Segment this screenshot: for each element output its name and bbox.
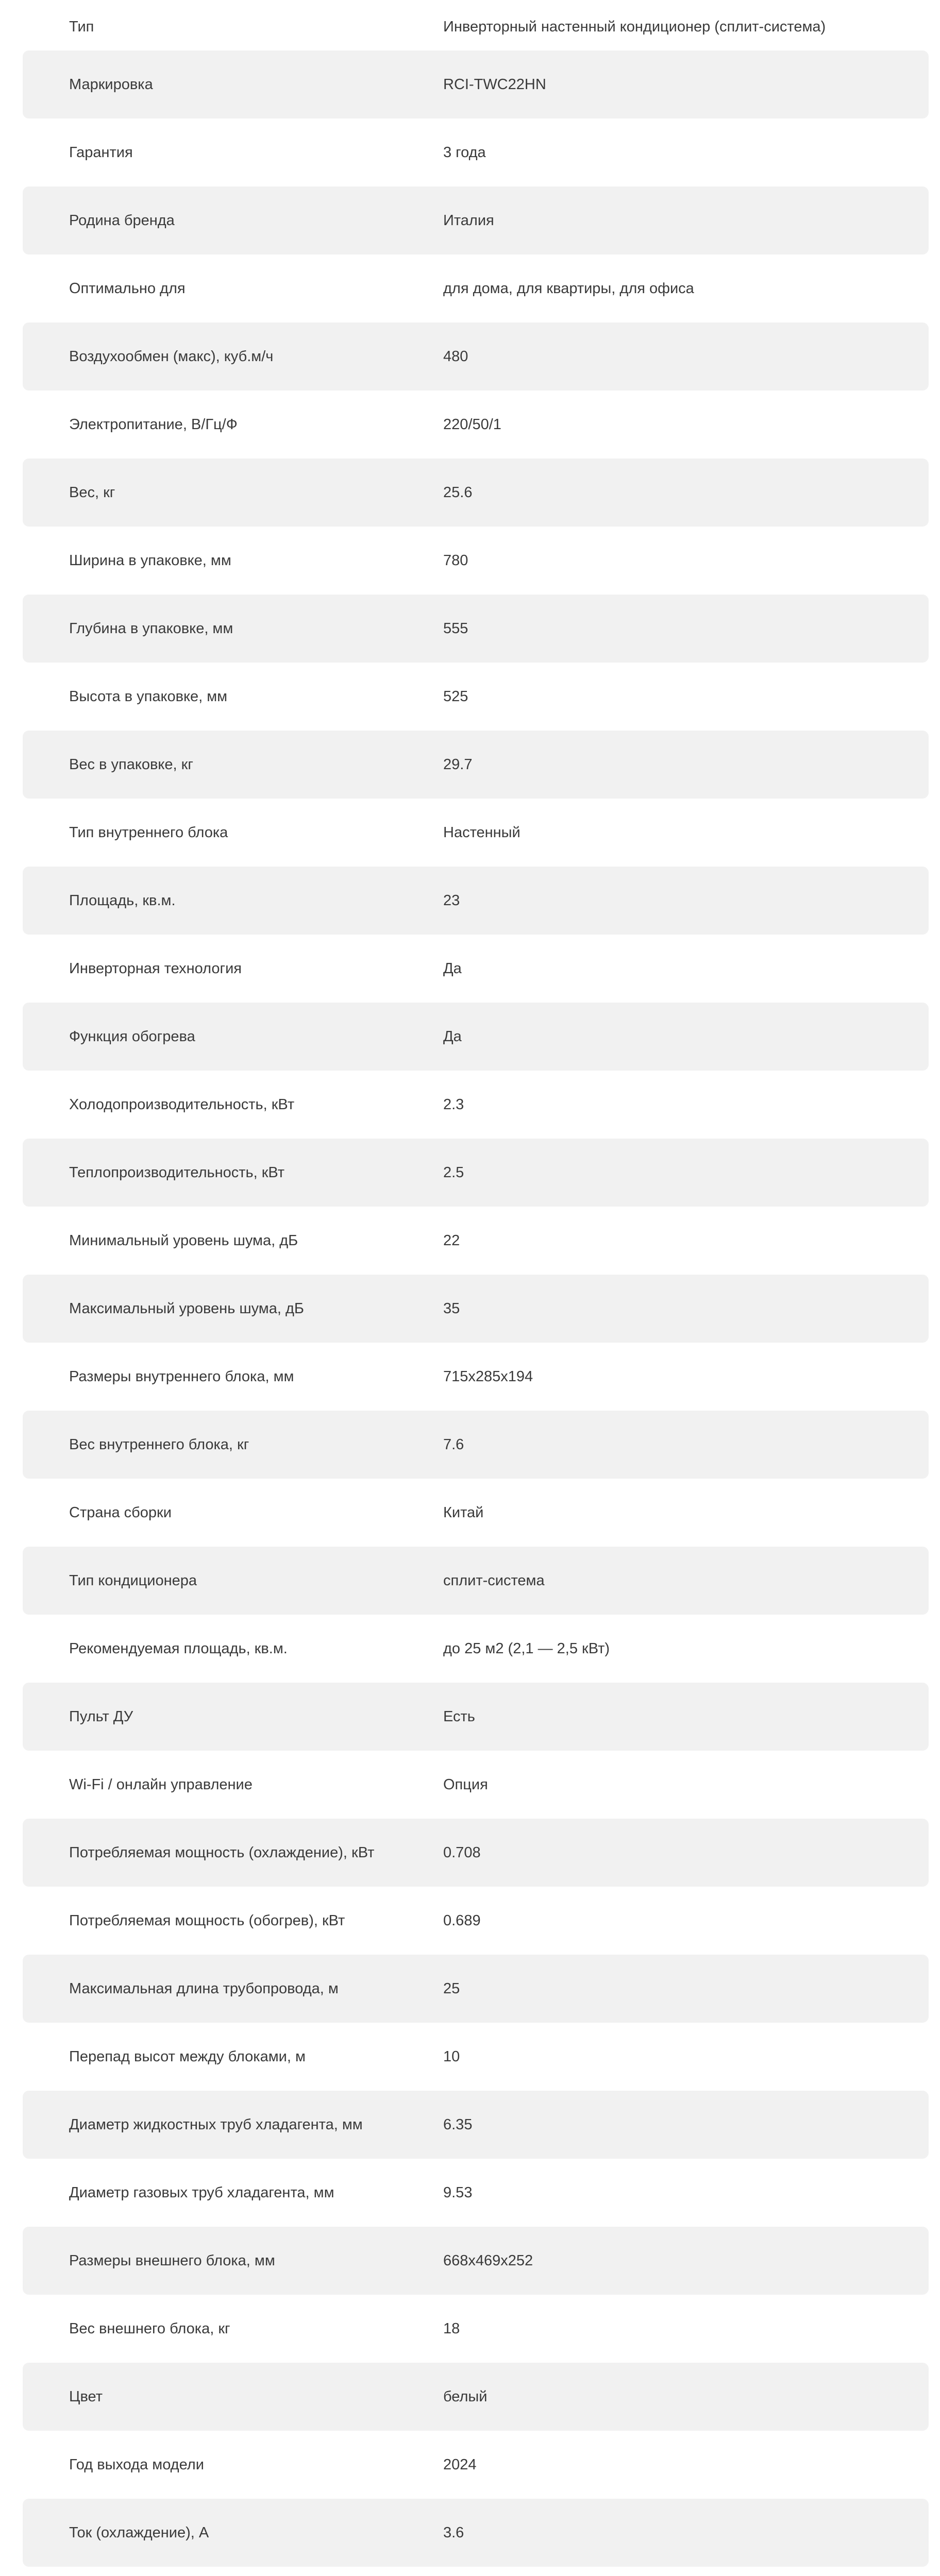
spec-value: 2.3 — [443, 1096, 464, 1113]
spec-label: Пульт ДУ — [69, 1708, 133, 1725]
spec-value: 9.53 — [443, 2184, 473, 2201]
spec-label: Вес в упаковке, кг — [69, 756, 193, 773]
spec-row — [23, 527, 929, 595]
spec-label: Гарантия — [69, 144, 133, 161]
spec-label: Вес, кг — [69, 484, 115, 501]
spec-label: Год выхода модели — [69, 2456, 204, 2473]
spec-value: 480 — [443, 348, 468, 365]
spec-label: Маркировка — [69, 76, 153, 93]
spec-row — [23, 1683, 929, 1751]
spec-row — [23, 663, 929, 731]
spec-value: 18 — [443, 2320, 460, 2337]
spec-value: 25.6 — [443, 484, 473, 501]
spec-label: Перепад высот между блоками, м — [69, 2048, 306, 2065]
spec-row — [23, 1003, 929, 1071]
spec-row — [23, 187, 929, 255]
spec-row — [23, 323, 929, 391]
spec-value: 10 — [443, 2048, 460, 2065]
spec-value: сплит-система — [443, 1572, 545, 1589]
spec-value: Опция — [443, 1776, 488, 1793]
spec-value: 2024 — [443, 2456, 477, 2473]
spec-value: 22 — [443, 1232, 460, 1249]
spec-value: 780 — [443, 552, 468, 569]
spec-value: 2.5 — [443, 1164, 464, 1181]
spec-row — [23, 255, 929, 323]
spec-value: 715x285x194 — [443, 1368, 533, 1385]
spec-row — [23, 50, 929, 118]
spec-label: Размеры внешнего блока, мм — [69, 2252, 275, 2269]
spec-row — [23, 2567, 929, 2576]
spec-row — [23, 1615, 929, 1683]
spec-label: Инверторная технология — [69, 960, 242, 977]
spec-value: 35 — [443, 1300, 460, 1317]
spec-value: 525 — [443, 688, 468, 705]
spec-row — [23, 799, 929, 867]
spec-label: Высота в упаковке, мм — [69, 688, 228, 705]
spec-value: 555 — [443, 620, 468, 637]
spec-row — [23, 595, 929, 663]
spec-row — [23, 935, 929, 1003]
spec-row — [23, 2159, 929, 2227]
spec-label: Тип кондиционера — [69, 1572, 197, 1589]
spec-label: Воздухообмен (макс), куб.м/ч — [69, 348, 274, 365]
spec-row — [23, 1207, 929, 1275]
spec-value: белый — [443, 2388, 488, 2405]
spec-label: Рекомендуемая площадь, кв.м. — [69, 1640, 288, 1657]
spec-row — [23, 391, 929, 459]
spec-value: 3 года — [443, 144, 486, 161]
spec-label: Ток (охлаждение), А — [69, 2524, 209, 2541]
spec-row — [23, 2295, 929, 2363]
spec-row — [23, 1547, 929, 1615]
spec-label: Страна сборки — [69, 1504, 172, 1521]
spec-row — [23, 2023, 929, 2091]
spec-row — [23, 2431, 929, 2499]
spec-row — [23, 1275, 929, 1343]
spec-row — [23, 2499, 929, 2567]
spec-label: Диаметр жидкостных труб хладагента, мм — [69, 2116, 363, 2133]
spec-label: Вес внутреннего блока, кг — [69, 1436, 249, 1453]
spec-value: 0.689 — [443, 1912, 481, 1929]
spec-value: для дома, для квартиры, для офиса — [443, 280, 694, 297]
spec-label: Потребляемая мощность (охлаждение), кВт — [69, 1844, 375, 1861]
spec-label: Теплопроизводительность, кВт — [69, 1164, 285, 1181]
spec-value: 23 — [443, 892, 460, 909]
spec-label: Диаметр газовых труб хладагента, мм — [69, 2184, 334, 2201]
spec-label: Ширина в упаковке, мм — [69, 552, 231, 569]
spec-value: Да — [443, 1028, 462, 1045]
spec-value: Инверторный настенный кондиционер (сплит-система) — [443, 19, 826, 35]
spec-row — [23, 1139, 929, 1207]
spec-value: Настенный — [443, 824, 521, 841]
spec-row — [23, 731, 929, 799]
spec-label: Максимальный уровень шума, дБ — [69, 1300, 304, 1317]
spec-row — [23, 1343, 929, 1411]
spec-row — [23, 1479, 929, 1547]
spec-label: Родина бренда — [69, 212, 175, 229]
spec-value: 0.708 — [443, 1844, 481, 1861]
spec-label: Оптимально для — [69, 280, 186, 297]
spec-row — [23, 118, 929, 187]
spec-value: 220/50/1 — [443, 416, 501, 433]
spec-label: Глубина в упаковке, мм — [69, 620, 233, 637]
spec-value: 29.7 — [443, 756, 473, 773]
spec-value: RCI-TWC22HN — [443, 76, 546, 93]
spec-row — [23, 2363, 929, 2431]
spec-label: Максимальная длина трубопровода, м — [69, 1980, 339, 1997]
spec-label: Вес внешнего блока, кг — [69, 2320, 230, 2337]
spec-row — [23, 1751, 929, 1819]
spec-value: Китай — [443, 1504, 484, 1521]
spec-label: Тип — [69, 19, 94, 35]
spec-label: Холодопроизводительность, кВт — [69, 1096, 295, 1113]
spec-row — [23, 1955, 929, 2023]
spec-label: Тип внутреннего блока — [69, 824, 228, 841]
spec-row — [23, 1887, 929, 1955]
spec-label: Площадь, кв.м. — [69, 892, 176, 909]
spec-value: 3.6 — [443, 2524, 464, 2541]
spec-row — [23, 1071, 929, 1139]
spec-row — [23, 0, 929, 50]
spec-row — [23, 1819, 929, 1887]
spec-label: Электропитание, В/Гц/Ф — [69, 416, 238, 433]
spec-row — [23, 1411, 929, 1479]
specifications-table — [23, 0, 929, 2576]
spec-value: Есть — [443, 1708, 475, 1725]
spec-value: Италия — [443, 212, 494, 229]
spec-label: Wi-Fi / онлайн управление — [69, 1776, 253, 1793]
spec-value: 25 — [443, 1980, 460, 1997]
spec-value: 668x469x252 — [443, 2252, 533, 2269]
spec-row — [23, 867, 929, 935]
spec-value: до 25 м2 (2,1 — 2,5 кВт) — [443, 1640, 610, 1657]
spec-label: Потребляемая мощность (обогрев), кВт — [69, 1912, 345, 1929]
spec-label: Цвет — [69, 2388, 103, 2405]
spec-row — [23, 2091, 929, 2159]
spec-label: Минимальный уровень шума, дБ — [69, 1232, 298, 1249]
spec-label: Размеры внутреннего блока, мм — [69, 1368, 294, 1385]
spec-value: Да — [443, 960, 462, 977]
spec-label: Функция обогрева — [69, 1028, 195, 1045]
spec-value: 6.35 — [443, 2116, 473, 2133]
spec-row — [23, 2227, 929, 2295]
spec-row — [23, 459, 929, 527]
spec-value: 7.6 — [443, 1436, 464, 1453]
